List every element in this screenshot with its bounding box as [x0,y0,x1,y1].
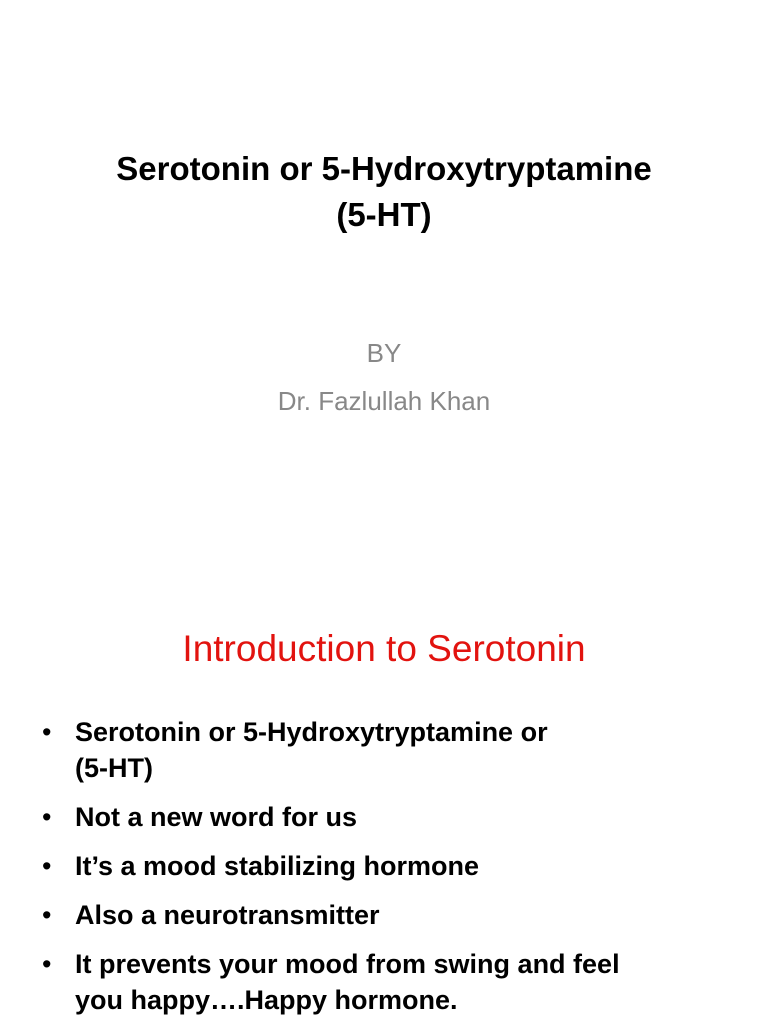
bullet-text-line-2: you happy….Happy hormone. [75,985,458,1015]
content-slide [0,576,768,1024]
bullet-text-line-1: Serotonin or 5-Hydroxytryptamine or [75,717,548,747]
bullet-text-line-1: It’s a mood stabilizing hormone [75,851,480,881]
slide-heading: Introduction to Serotonin [182,628,586,669]
slide-title [0,146,768,238]
bullet-item [40,799,740,835]
bullet-text-line-1: Not a new word for us [75,802,358,832]
bullet-dot-icon: • [42,900,52,930]
bullet-text-line-1: It prevents your mood from swing and feel [75,949,620,979]
bullet-list [40,714,740,1024]
bullet-dot-icon: • [42,851,52,881]
bullet-item [40,848,740,884]
slide-title-line-2: (5-HT) [336,196,432,233]
bullet-dot-icon: • [42,949,52,979]
bullet-item [40,897,740,933]
bullet-text-line-2: (5-HT) [75,753,153,783]
slide-subtitle [0,330,768,426]
bullet-text-line-1: Also a neurotransmitter [75,900,380,930]
bullet-item [40,946,740,1018]
bullet-dot-icon: • [42,802,52,832]
by-label: BY [366,338,402,368]
bullet-dot-icon: • [42,717,52,747]
bullet-item [40,714,740,786]
slide-title-line-1: Serotonin or 5-Hydroxytryptamine [116,150,652,187]
author-name: Dr. Fazlullah Khan [277,386,491,416]
